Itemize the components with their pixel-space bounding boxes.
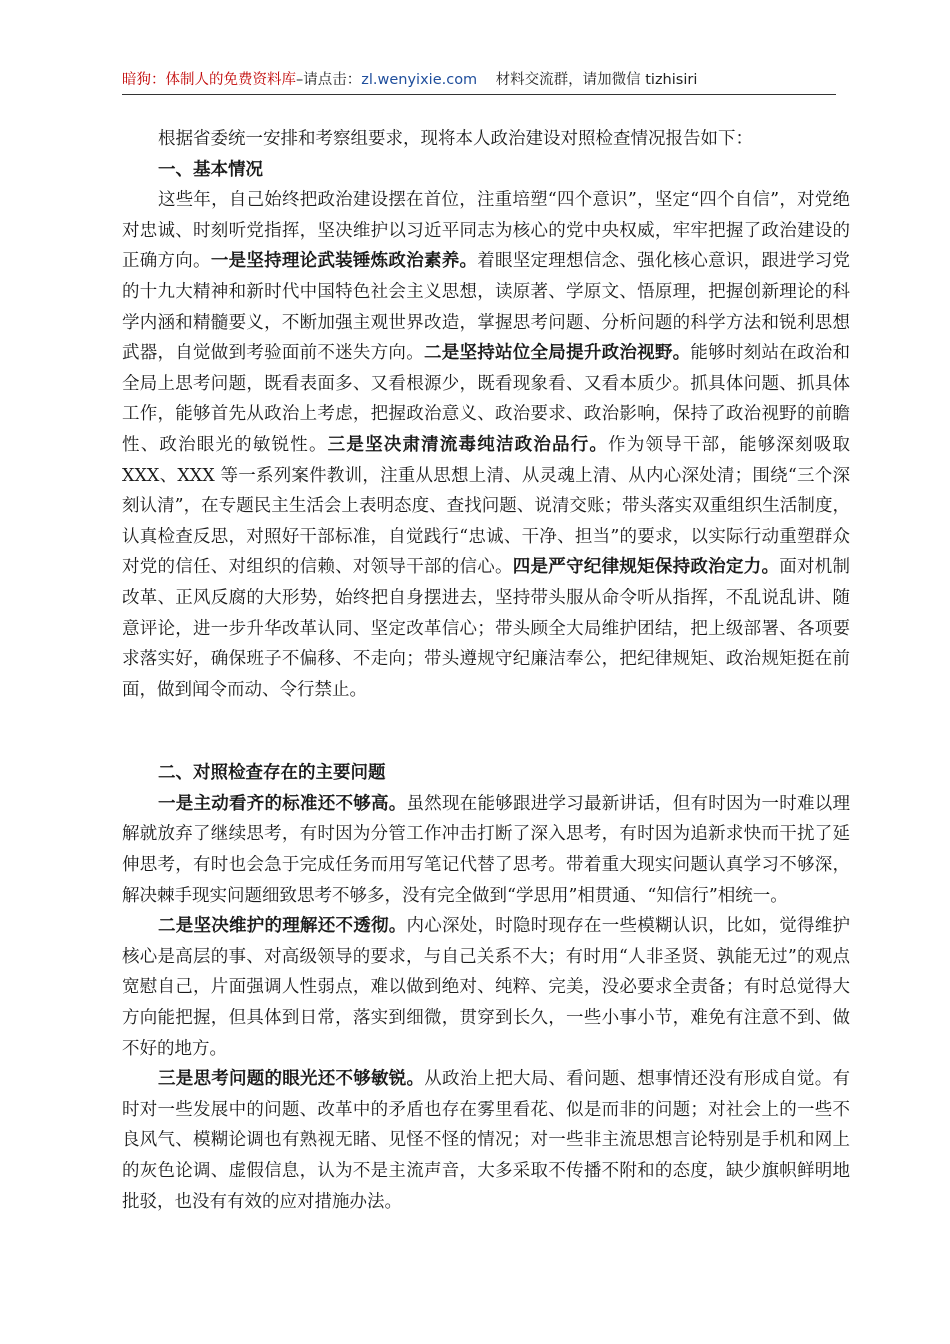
section-1-paragraph xyxy=(122,185,850,705)
problem-3-title: 三是思考问题的眼光还不够敏锐。 xyxy=(158,1069,425,1090)
header-divider xyxy=(122,94,836,95)
problem-1-text: 虽然现在能够跟进学习最新讲话，但有时因为一时难以理解就放弃了继续思考，有时因为分管工作冲击打断了深入思考，有时因为追新求快而干扰了延伸思考，有时也会急于完成任务而用写笔记代替了思考。带着重大现实问题认真学习不够深，解决棘手现实问题细致思考不够多，没有完全做到“学思用”相贯通、“知信行”相统一。 xyxy=(122,793,850,906)
problem-1-title: 一是主动看齐的标准还不够高。 xyxy=(158,793,407,814)
intro-paragraph: 根据省委统一安排和考察组要求，现将本人政治建设对照检查情况报告如下： xyxy=(158,129,753,149)
problem-paragraph-3 xyxy=(122,1064,850,1217)
site-name: 暗狗：体制人的免费资料库 xyxy=(122,72,296,88)
page-header xyxy=(122,68,836,92)
problem-paragraph-1 xyxy=(122,789,850,911)
problem-paragraph-2 xyxy=(122,911,850,1064)
s1-text-5: 面对机制改革、正风反腐的大形势，始终把自身摆进去，坚持带头服从命令听从指挥，不乱说乱讲、随意评论，进一步升华改革认同、坚定改革信心；带头顾全大局维护团结，把上级部署、各项要求落实好，确保班子不偏移、不走向；带头遵规守纪廉洁奉公，把纪律规矩、政治规矩挺在前面，做到闻令而动、令行禁止。 xyxy=(122,557,851,700)
problem-2-title: 二是坚决维护的理解还不透彻。 xyxy=(158,916,407,937)
section-heading-2-text: 二、对照检查存在的主要问题 xyxy=(158,763,386,784)
section-heading-2 xyxy=(122,758,850,789)
problem-2-text: 内心深处，时隐时现存在一些模糊认识，比如，觉得维护核心是高层的事、对高级领导的要求，与自己关系不大；有时用“人非圣贤、孰能无过”的观点宽慰自己，片面强调人性弱点，难以做到绝对、纯粹、完美，没必要求全责备；有时总觉得大方向能把握，但具体到日常，落实到细微，贯穿到长久，一些小事小节，难免有注意不到、做不好的地方。 xyxy=(122,916,850,1059)
section-heading-1-text: 一、基本情况 xyxy=(158,159,263,180)
click-prompt: –请点击： xyxy=(296,72,362,88)
wechat-note: 材料交流群，请加微信 tizhisiri xyxy=(495,72,698,88)
s1-text-4: 作为领导干部，能够深刻吸取 XXX、XXX 等一系列案件教训，注重从思想上清、从灵魂上清、从内心深处清；围绕“三个深刻认清”，在专题民主生活会上表明态度、查找问题、说清交账；带头落实双重组织生活制度，认真检查反思，对照好干部标准，自觉践行“忠诚、干净、担当”的要求，以实际行动重塑群众对党的信任、对组织的信赖、对领导干部的信心。 xyxy=(122,434,851,578)
s1-text-2: 着眼坚定理想信念、强化核心意识，跟进学习党的十九大精神和新时代中国特色社会主义思想，读原著、学原文、悟原理，把握创新理论的科学内涵和精髓要义，不断加强主观世界改造，掌握思考问题、分析问题的科学方法和锐利思想武器，自觉做到考验面前不迷失方向。 xyxy=(122,251,850,364)
problem-3-text: 从政治上把大局、看问题、想事情还没有形成自觉。有时对一些发展中的问题、改革中的矛盾也存在雾里看花、似是而非的问题；对社会上的一些不良风气、模糊论调也有熟视无睹、见怪不怪的情况；对一些非主流思想言论特别是手机和网上的灰色论调、虚假信息，认为不是主流声音，大多采取不传播不附和的态度，缺少旗帜鲜明地批驳，也没有有效的应对措施办法。 xyxy=(122,1069,850,1212)
s1-text-1: 这些年，自己始终把政治建设摆在首位，注重培塑“四个意识”，坚定“四个自信”，对党绝对忠诚、时刻听党指挥，坚决维护以习近平同志为核心的党中央权威，牢牢把握了政治建设的正确方向。 xyxy=(122,190,850,272)
s1-point-4: 四是严守纪律规矩保持政治定力。 xyxy=(512,557,780,578)
s1-point-1: 一是坚持理论武装锤炼政治素养。 xyxy=(210,251,478,272)
s1-point-3: 三是坚决肃清流毒纯洁政治品行。 xyxy=(327,434,609,455)
site-url-link[interactable]: zl.wenyixie.com xyxy=(361,72,478,88)
document-body xyxy=(122,124,850,1217)
section-heading-1 xyxy=(122,155,850,186)
s1-point-2: 二是坚持站位全局提升政治视野。 xyxy=(423,343,691,364)
s1-text-3: 能够时刻站在政治和全局上思考问题，既看表面多、又看根源少，既看现象看、又看本质少。抓具体问题、抓具体工作，能够首先从政治上考虑，把握政治意义、政治要求、政治影响，保持了政治视野的前瞻性、政治眼光的敏锐性。 xyxy=(122,343,851,455)
section-spacer xyxy=(122,705,850,758)
